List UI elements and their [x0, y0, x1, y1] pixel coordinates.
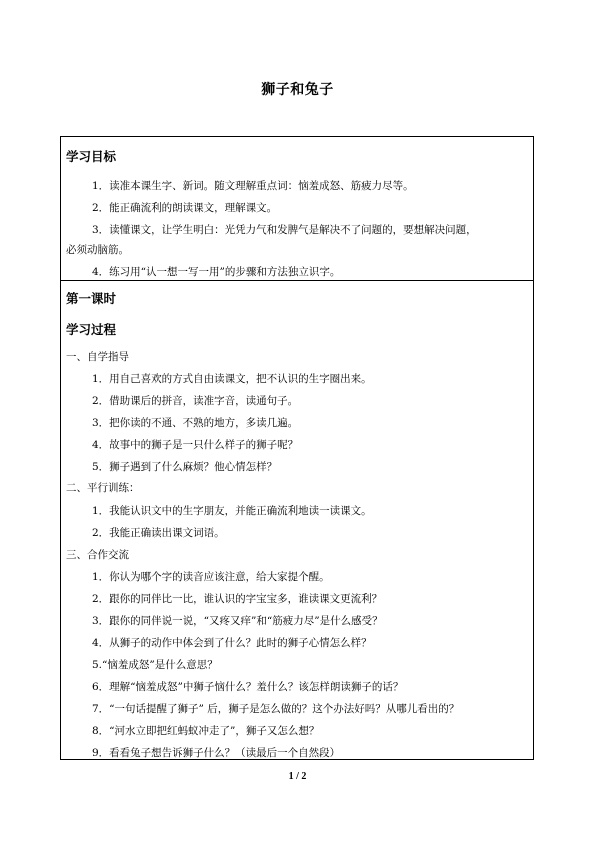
list-item: 1．用自己喜欢的方式自由读课文，把不认识的生字圈出来。 — [92, 373, 372, 385]
goal-item: 4．练习用“认一想一写一用”的步骤和方法独立识字。 — [92, 266, 341, 278]
list-item: 4．从狮子的动作中体会到了什么？此时的狮子心情怎么样？ — [92, 637, 372, 649]
list-item: 5.“恼羞成怒”是什么意思？ — [92, 659, 218, 671]
process-heading: 学习过程 — [66, 322, 117, 337]
page-number: 1 / 2 — [288, 771, 307, 782]
list-item: 4．故事中的狮子是一只什么样子的狮子呢？ — [92, 439, 299, 451]
list-item: 3．跟你的同伴说一说，“又疼又痒”和“筋疲力尽”是什么感受？ — [92, 615, 383, 627]
goal-item: 2．能正确流利的朗读课文，理解课文。 — [92, 202, 278, 214]
section-divider — [61, 280, 533, 281]
goal-item: 1．读准本课生字、新词。随文理解重点词：恼羞成怒、筋疲力尽等。 — [92, 180, 414, 192]
page-title: 狮子和兔子 — [261, 82, 334, 98]
goal-item: 3．读懂课文，让学生明白：光凭力气和发脾气是解决不了问题的，要想解决问题， — [92, 224, 477, 236]
section-title: 一、自学指导 — [66, 351, 129, 363]
goals-heading: 学习目标 — [66, 149, 117, 164]
list-item: 1．你认为哪个字的读音应该注意，给大家提个醒。 — [92, 571, 330, 583]
lesson-table — [60, 136, 534, 760]
lesson-heading: 第一课时 — [66, 291, 117, 306]
list-item: 7．“一句话提醒了狮子” 后，狮子是怎么做的？这个办法好吗？从哪儿看出的？ — [92, 703, 460, 715]
list-item: 8．“河水立即把红蚂蚁冲走了”，狮子又怎么想？ — [92, 725, 320, 737]
list-item: 2．跟你的同伴比一比，谁认识的字宝宝多，谁读课文更流利？ — [92, 593, 383, 605]
section-title: 二、平行训练： — [66, 482, 140, 494]
list-item: 2．借助课后的拼音，读准字音，读通句子。 — [92, 395, 299, 407]
list-item: 2．我能正确读出课文词语。 — [92, 527, 225, 539]
list-item: 6．理解“恼羞成怒”中狮子恼什么？羞什么？该怎样朗读狮子的话？ — [92, 681, 404, 693]
list-item: 3．把你读的不通、不熟的地方，多读几遍。 — [92, 417, 299, 429]
list-item: 1．我能认识文中的生字朋友，并能正确流利地读一读课文。 — [92, 505, 372, 517]
goal-item: 必须动脑筋。 — [66, 244, 129, 256]
section-title: 三、合作交流 — [66, 549, 129, 561]
list-item: 9．看看兔子想告诉狮子什么？（读最后一个自然段） — [92, 747, 341, 759]
list-item: 5．狮子遇到了什么麻烦？他心情怎样？ — [92, 461, 278, 473]
